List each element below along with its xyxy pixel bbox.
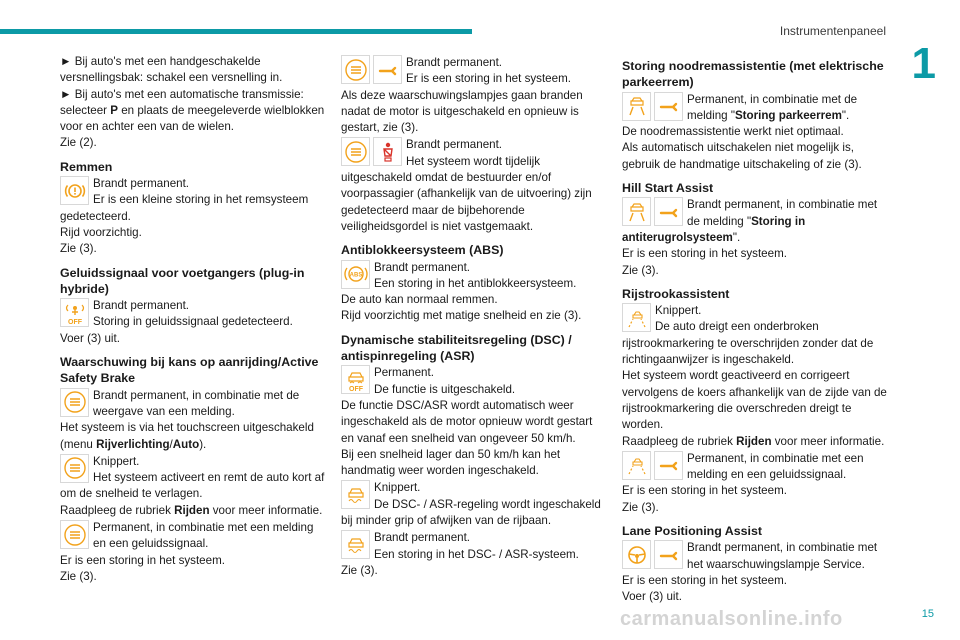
wrench-icon (654, 197, 683, 226)
section-title-hill-start: Hill Start Assist (622, 181, 714, 196)
svg-text:OFF: OFF (348, 385, 363, 393)
warning-entry: Brandt permanent, in combinatie met de melding "Storing in antiterugrolsysteem". (622, 198, 878, 244)
dsc-icon (341, 480, 370, 509)
warning-entry: OFF Permanent. De functie is uitgeschakeld. (341, 365, 606, 398)
column-2: Brandt permanent. Er is een storing in het systeem. Als deze waarschuwingslampjes gaan branden nadat de motor is uitgeschakeld en opnieuw is gestart, zie (3). Brandt permanent. Het systeem wordt tijdelijk uitgeschakeld omdat de bestuurder en/of voorpassagier (afhankelijk van de uitvoering) zijn gedetecteerd maar de bijbehorende veiligheidsgordel is niet vastgemaakt. Antiblokkeersysteem (ABS) ABS Brandt permanent. Een storing in het antiblokkeersysteem. De auto kan normaal remmen. Rijd voorzichtig met matige snelheid en zie (3). Dynamische stabiliteitsregeling (DSC) / antispinregeling (ASR) OFF Permanent. De functie is uitgeschakeld. De functie DSC/ASR wordt automatisch weer ingeschakeld als de motor opnieuw wordt gestart en vanaf een snelheid van ongeveer 50 km/h. Bij een snelheid lager dan 50 km/h kan het handmatig weer worden ingeschakeld. Knippert. De DSC- / ASR-regeling wordt ingeschakeld bij minder grip of afwijken van de rijbaan. Brandt permanent. Een storing in het DSC- / ASR-systeem. Zie (3). (341, 54, 606, 579)
wrench-icon (654, 92, 683, 121)
paragraph: Zie (2). (60, 136, 97, 150)
car-lane-icon (622, 197, 651, 226)
collision-warning-icon (60, 520, 89, 549)
abs-icon (341, 260, 370, 289)
svg-text:OFF: OFF (67, 318, 82, 326)
warning-entry: Brandt permanent, in combinatie met de weergave van een melding. (60, 388, 325, 421)
pedestrian-sound-off-icon (60, 298, 89, 327)
wrench-icon (373, 55, 402, 84)
warning-entry: Brandt permanent. Er is een kleine storing in het remsysteem gedetecteerd. (60, 177, 309, 223)
warning-entry: Brandt permanent, in combinatie met het waarschuwingslampje Service. (622, 540, 887, 573)
watermark: carmanualsonline.info (620, 608, 843, 630)
column-1: ► Bij auto's met een handgeschakelde versnellingsbak: schakel een versnelling in. ► Bij auto's met een automatische transmissie: selecteer P en plaats de meegeleverde wielblokken voor en achter een van de wielen. Zie (2). Remmen Brandt permanent. Er is een kleine storing in het remsysteem gedetecteerd. Rijd voorzichtig. Zie (3). Geluidssignaal voor voetgangers (plug-in hybride) OFF Brandt permanent. Storing in geluidssignaal gedetecteerd. Voer (3) uit. Waarschuwing bij kans op aanrijding/Active Safety Brake Brandt permanent, in combinatie met de weergave van een melding. Het systeem is via het touchscreen uitgeschakeld (menu Rijverlichting/Auto). Knippert. Het systeem activeert en remt de auto kort af om de snelheid te verlagen. Raadpleeg de rubriek Rijden voor meer informatie. Permanent, in combinatie met een melding en een geluidssignaal. Er is een storing in het systeem. Zie (3). (60, 55, 325, 583)
wrench-icon (654, 451, 683, 480)
warning-entry: Brandt permanent. Het systeem wordt tijdelijk uitgeschakeld omdat de bestuurder en/of voorpassagier (afhankelijk van de uitvoering) zijn gedetecteerd maar de bijbehorende veiligheidsgordel is niet vastgemaakt. (341, 138, 592, 233)
warning-entry: Permanent, in combinatie met de melding "Storing parkeerrem". (622, 92, 887, 125)
paragraph: ► Bij auto's met een handgeschakelde versnellingsbak: schakel een versnelling in. (60, 55, 283, 85)
warning-entry: Knippert. Het systeem activeert en remt de auto kort af om de snelheid te verlagen. (60, 454, 325, 501)
lane-departure-icon (622, 451, 651, 480)
section-title-remmen: Remmen (60, 159, 113, 174)
collision-warning-icon (341, 55, 370, 84)
section-title-lane-assist: Rijstrookassistent (622, 286, 730, 301)
lane-departure-icon (622, 303, 651, 332)
svg-text:ABS: ABS (349, 272, 362, 279)
dsc-icon (341, 530, 370, 559)
steering-wheel-icon (622, 540, 651, 569)
brake-warning-icon (60, 176, 89, 205)
warning-entry: Permanent, in combinatie met een melding en een geluidssignaal. (60, 520, 325, 553)
warning-entry: Brandt permanent. Een storing in het DSC- / ASR-systeem. (341, 530, 606, 563)
warning-entry: Brandt permanent. Er is een storing in het systeem. (341, 55, 606, 88)
section-header: Instrumentenpaneel (779, 24, 886, 38)
section-title-pedestrian-sound: Geluidssignaal voor voetgangers (plug-in hybride) (60, 265, 305, 296)
car-lane-icon (622, 92, 651, 121)
section-title-emergency-brake: Storing noodremassistentie (met elektrische parkeerrem) (622, 59, 884, 90)
collision-warning-icon (341, 137, 370, 166)
collision-warning-icon (60, 388, 89, 417)
dsc-off-icon (341, 365, 370, 394)
chapter-number: 1 (911, 39, 936, 88)
wrench-icon (654, 540, 683, 569)
warning-entry: OFF Brandt permanent. Storing in geluidssignaal gedetecteerd. (60, 298, 325, 331)
warning-entry: ABS Brandt permanent. Een storing in het antiblokkeersysteem. (341, 260, 606, 293)
seatbelt-icon (373, 137, 402, 166)
warning-entry: Knippert. De DSC- / ASR-regeling wordt ingeschakeld bij minder grip of afwijken van de rijbaan. (341, 481, 601, 528)
column-3: Storing noodremassistentie (met elektrische parkeerrem) Permanent, in combinatie met de melding "Storing parkeerrem". De noodremassistentie werkt niet optimaal. Als automatisch uitschakelen niet mogelijk is, gebruik de handmatige uitschakeling of zie (3). Hill Start Assist Brandt permanent, in combinatie met de melding "Storing in antiterugrolsysteem". Er is een storing in het systeem. Zie (3). Rijstrookassistent Knippert. De auto dreigt een onderbroken rijstrookmarkering te overschrijden zonder dat de richtingaanwijzer is ingeschakeld. Het systeem wordt geactiveerd en corrigeert vervolgens de koers afhankelijk van de zijde van de rijstrookmarkering die overschreden dreigt te worden. Raadpleeg de rubriek Rijden voor meer informatie. Permanent, in combinatie met een melding en een geluidssignaal. Er is een storing in het systeem. Zie (3). Lane Positioning Assist Brandt permanent, in combinatie met het waarschuwingslampje Service. Er is een storing in het systeem. Voer (3) uit. (622, 59, 887, 604)
page-number: 15 (921, 608, 934, 620)
paragraph: ► Bij auto's met een automatische transmissie: selecteer P en plaats de meegeleverde wielblokken voor en achter een van de wielen. (60, 87, 325, 134)
section-title-active-safety-brake: Waarschuwing bij kans op aanrijding/Active Safety Brake (60, 355, 319, 386)
warning-entry: Knippert. De auto dreigt een onderbroken rijstrookmarkering te overschrijden zonder dat de richtingaanwijzer is ingeschakeld. (622, 304, 874, 367)
section-title-abs: Antiblokkeersysteem (ABS) (341, 243, 504, 258)
section-title-lane-positioning: Lane Positioning Assist (622, 524, 762, 539)
warning-entry: Permanent, in combinatie met een melding en een geluidssignaal. (622, 451, 887, 484)
collision-warning-icon (60, 454, 89, 483)
section-title-dsc-asr: Dynamische stabiliteitsregeling (DSC) / antispinregeling (ASR) (341, 332, 572, 364)
header-accent-bar (0, 29, 472, 34)
